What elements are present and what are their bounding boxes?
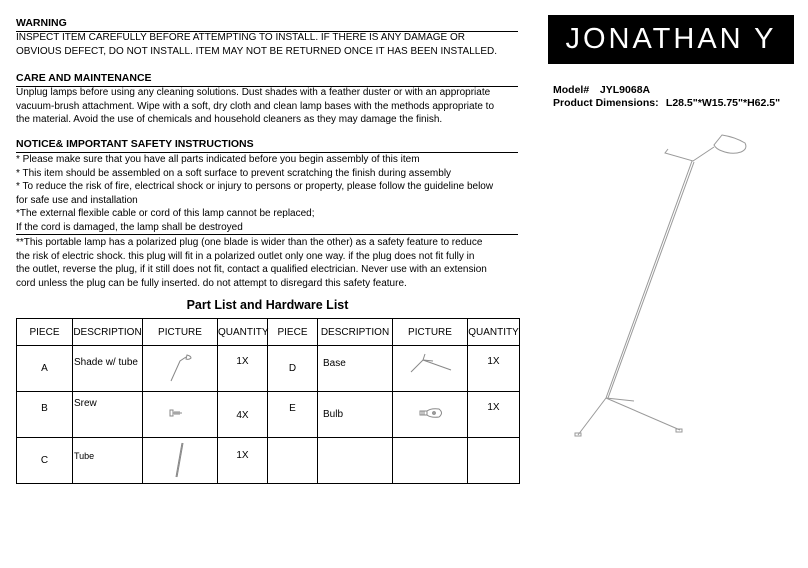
care-line: Unplug lamps before using any cleaning solutions. Dust shades with a feather duster or with an appropriate [16,87,491,98]
floor-lamp-illustration [570,125,750,445]
description-cell [318,346,393,392]
plug-line: the risk of electric shock. this plug will fit in a polarized outlet only one way. if the plug does not fit fully in [16,250,475,262]
model-value: JYL9068A [599,84,651,96]
picture-cell [393,346,468,392]
picture-cell [393,392,468,438]
description-label: Base [323,358,346,369]
header-cell: PICTURE [393,319,468,346]
description-cell [318,438,393,484]
description-cell [73,392,143,438]
safety-line: If the cord is damaged, the lamp shall be destroyed [16,221,243,233]
quantity-cell [468,392,520,438]
description-cell [73,438,143,484]
dimensions-value: L28.5"*W15.75"*H62.5" [665,97,781,109]
quantity-label: 1X [487,402,500,413]
parts-table [16,318,520,484]
header-cell: DESCRIPTION [73,319,143,346]
header-cell: QUANTITY [218,319,268,346]
quantity-label: 4X [236,410,249,421]
brand-logo: JONATHAN Y [548,15,794,64]
picture-cell [143,438,218,484]
quantity-cell [218,438,268,484]
quantity-cell [218,346,268,392]
picture-cell [393,438,468,484]
table-row [17,346,520,392]
plug-line: **This portable lamp has a polarized plug (one blade is wider than the other) as a safety feature to reduce [16,237,483,248]
quantity-cell [468,438,520,484]
warning-line: OBVIOUS DEFECT, DO NOT INSTALL. ITEM MAY NOT BE RETURNED ONCE IT HAS BEEN INSTALLED. [16,45,498,57]
model-info [553,84,650,96]
piece-cell [17,346,73,392]
tube-icon [173,441,187,479]
care-text [16,86,522,127]
piece-cell [17,392,73,438]
bulb-icon [419,408,445,418]
model-label: Model# [553,84,590,96]
safety-line: * Please make sure that you have all parts indicated before you begin assembly of this item [16,154,420,165]
base-icon [407,352,453,374]
picture-cell [143,346,218,392]
quantity-label: 1X [236,356,249,367]
plug-text [16,236,522,290]
care-line: vacuum-brush attachment. Wipe with a soft, dry cloth and clean lamp bases with the methods appropriate to [16,100,495,112]
description-label: Bulb [323,409,344,420]
plug-line: the outlet, reverse the plug, if it still does not fit, contact a qualified electrician. Never use with an extension [16,264,487,276]
table-row [17,392,520,438]
header-cell: PIECE [268,319,318,346]
description-label: Shade w/ tube [74,357,138,368]
screw-icon [169,409,183,417]
piece-cell [268,392,318,438]
warning-title: WARNING [16,17,518,32]
safety-line: *The external flexible cable or cord of this lamp cannot be replaced; [16,208,315,220]
piece-cell [268,438,318,484]
dimensions-label: Product Dimensions: [553,97,659,109]
parts-table-title: Part List and Hardware List [186,298,349,312]
safety-title: NOTICE& IMPORTANT SAFETY INSTRUCTIONS [16,138,518,153]
header-cell: QUANTITY [468,319,520,346]
description-label: Tube [74,451,95,461]
quantity-cell [218,392,268,438]
piece-label: E [289,403,296,414]
piece-label: A [41,363,48,374]
quantity-label: 1X [236,450,249,461]
header-cell: PICTURE [143,319,218,346]
divider [16,234,518,235]
warning-line: INSPECT ITEM CAREFULLY BEFORE ATTEMPTING TO INSTALL. IF THERE IS ANY DAMAGE OR [16,32,465,43]
table-row [17,438,520,484]
picture-cell [143,392,218,438]
piece-cell [268,346,318,392]
quantity-label: 1X [487,356,500,367]
description-cell [318,392,393,438]
header-cell: DESCRIPTION [318,319,393,346]
parts-table-header [17,319,520,346]
care-line: the material. Avoid the use of chemicals and household cleaners as they may damage the finish. [16,114,443,126]
description-label: Srew [74,398,97,409]
safety-text [16,153,522,235]
lamp-shade-icon [714,135,746,153]
description-cell [73,346,143,392]
safety-line: for safe use and installation [16,194,138,206]
lamp-arm-icon [665,147,714,161]
safety-line: * This item should be assembled on a soft surface to prevent scratching the finish during assembly [16,167,452,179]
piece-label: B [41,403,48,414]
quantity-cell [468,346,520,392]
shade-with-tube-icon [169,352,193,382]
dimensions-info [553,97,780,109]
header-cell: PIECE [17,319,73,346]
piece-cell [17,438,73,484]
warning-text [16,31,522,58]
piece-label: D [288,363,297,374]
safety-line: * To reduce the risk of fire, electrical shock or injury to persons or property, please follow the guideline below [16,181,494,193]
plug-line: cord unless the plug can be fully inserted. do not attempt to disregard this safety feature. [16,277,407,289]
piece-label: C [40,455,49,466]
care-title: CARE AND MAINTENANCE [16,72,518,87]
